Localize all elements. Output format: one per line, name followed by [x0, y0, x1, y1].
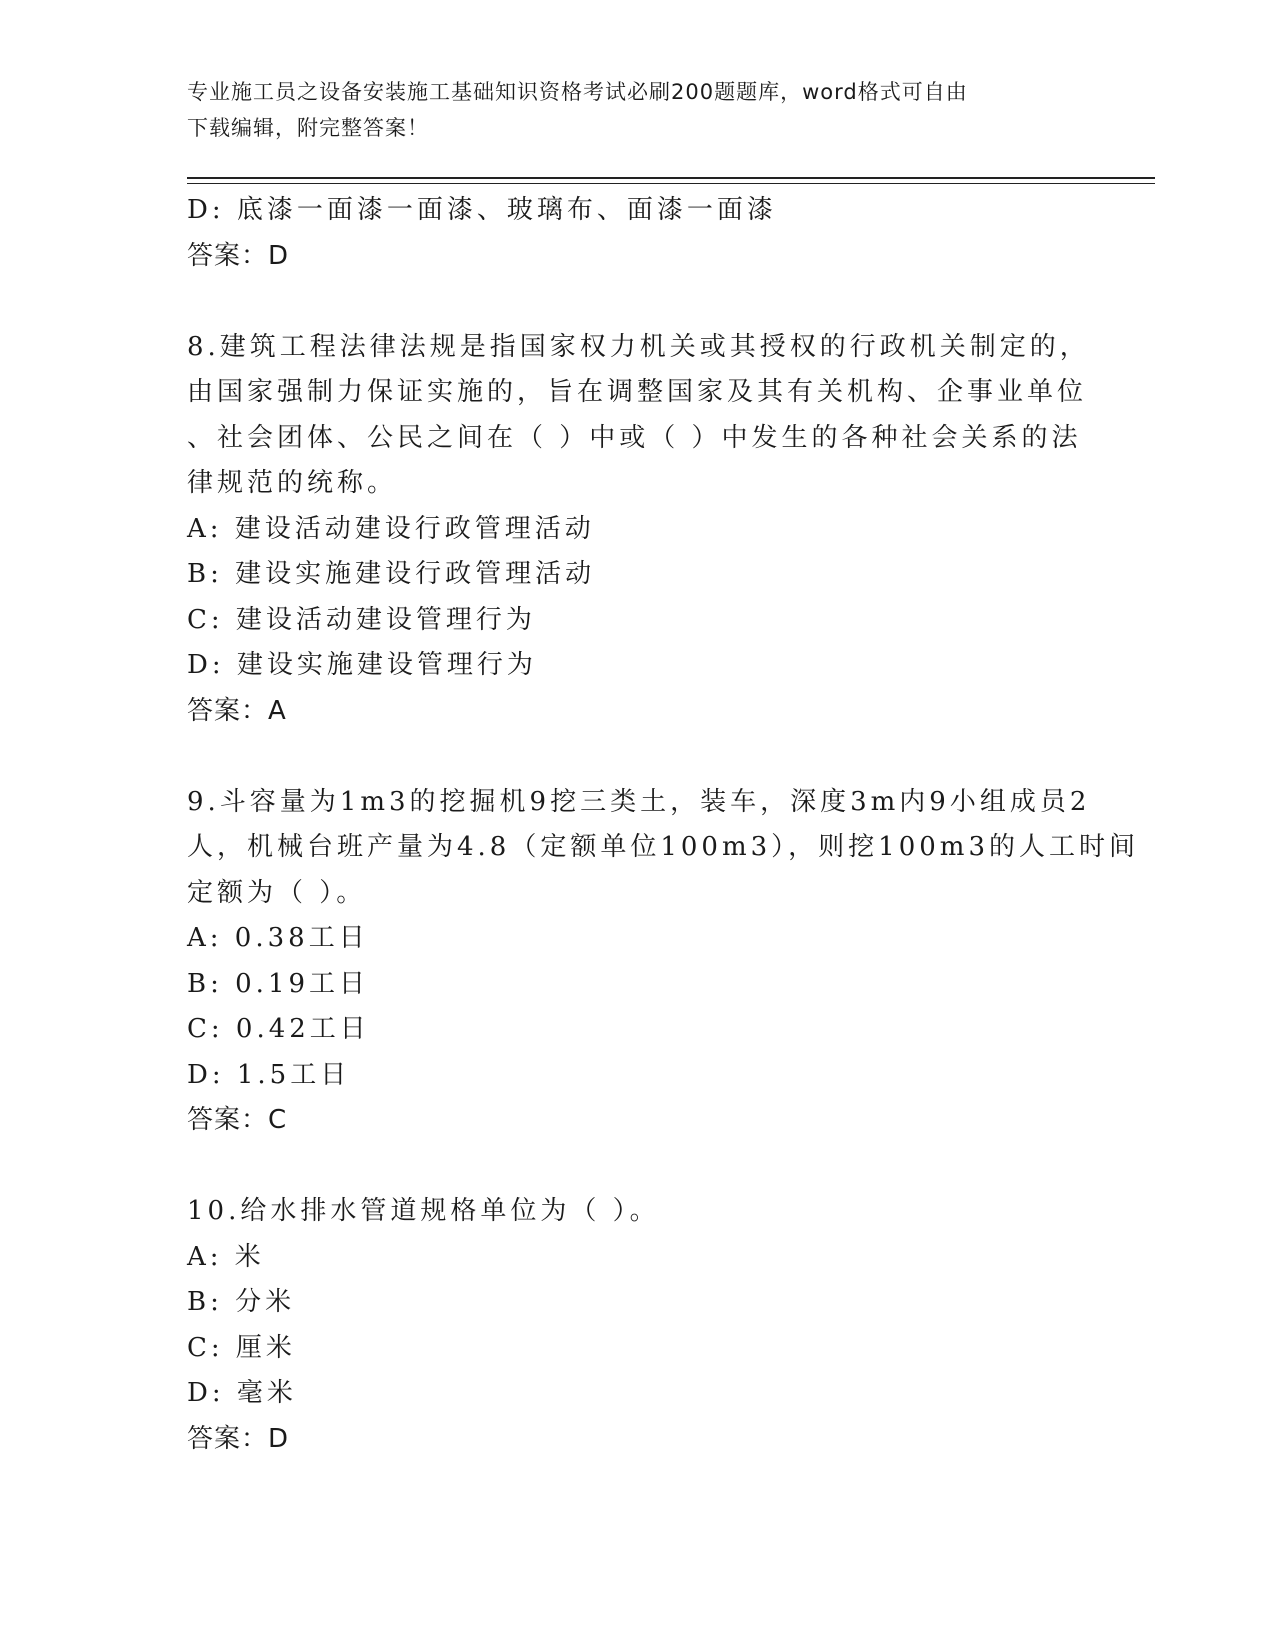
spacer	[187, 1144, 1087, 1190]
question-text-line: 人，机械台班产量为4.8（定额单位100m3），则挖100m3的人工时间	[187, 832, 1139, 862]
question-text-line: 、社会团体、公民之间在（ ）中或（ ）中发生的各种社会关系的法	[187, 422, 1082, 453]
question-text-line: 9.斗容量为1m3的挖掘机9挖三类土，装车，深度3m内9小组成员2	[187, 786, 1091, 817]
question-text-line: 定额为（ ）。	[187, 877, 367, 908]
header-divider-thick	[187, 177, 1155, 179]
header-line-2: 下载编辑，附完整答案！	[187, 116, 429, 140]
option-b: B: 分米	[187, 1287, 296, 1317]
option-d: D: 底漆一面漆一面漆、玻璃布、面漆一面漆	[187, 195, 777, 225]
option-c: C: 厘米	[187, 1332, 296, 1363]
previous-question-tail	[187, 188, 1087, 279]
spacer	[187, 279, 1087, 325]
option-a: A: 米	[187, 1241, 265, 1272]
option-d: D: 1.5工日	[187, 1059, 351, 1090]
option-d: D: 毫米	[187, 1378, 297, 1408]
option-b: B: 建设实施建设行政管理活动	[187, 559, 596, 589]
option-a: A: 建设活动建设行政管理活动	[187, 513, 595, 544]
option-b: B: 0.19工日	[187, 968, 370, 999]
question-text-line: 10.给水排水管道规格单位为（ ）。	[187, 1196, 660, 1226]
question-text-line: 律规范的统称。	[187, 468, 398, 498]
answer-line: 答案：A	[187, 695, 287, 726]
question-content	[187, 188, 1139, 1462]
answer-line: 答案：D	[187, 240, 290, 271]
question-text-line: 由国家强制力保证实施的，旨在调整国家及其有关机构、企事业单位	[187, 377, 1088, 407]
header-line-1: 专业施工员之设备安装施工基础知识资格考试必刷200题题库，word格式可自由	[187, 80, 968, 104]
question-10	[187, 1189, 1087, 1462]
option-d: D: 建设实施建设管理行为	[187, 650, 537, 680]
answer-line: 答案：D	[187, 1423, 290, 1454]
option-c: C: 0.42工日	[187, 1014, 370, 1044]
question-9	[187, 780, 1139, 1144]
document-header	[187, 74, 1067, 146]
spacer	[187, 734, 1087, 780]
header-divider-thin	[187, 183, 1155, 184]
question-text-line: 8.建筑工程法律法规是指国家权力机关或其授权的行政机关制定的，	[187, 331, 1090, 362]
answer-line: 答案：C	[187, 1105, 288, 1135]
option-c: C: 建设活动建设管理行为	[187, 604, 536, 635]
option-a: A: 0.38工日	[187, 923, 369, 953]
question-8	[187, 325, 1090, 735]
